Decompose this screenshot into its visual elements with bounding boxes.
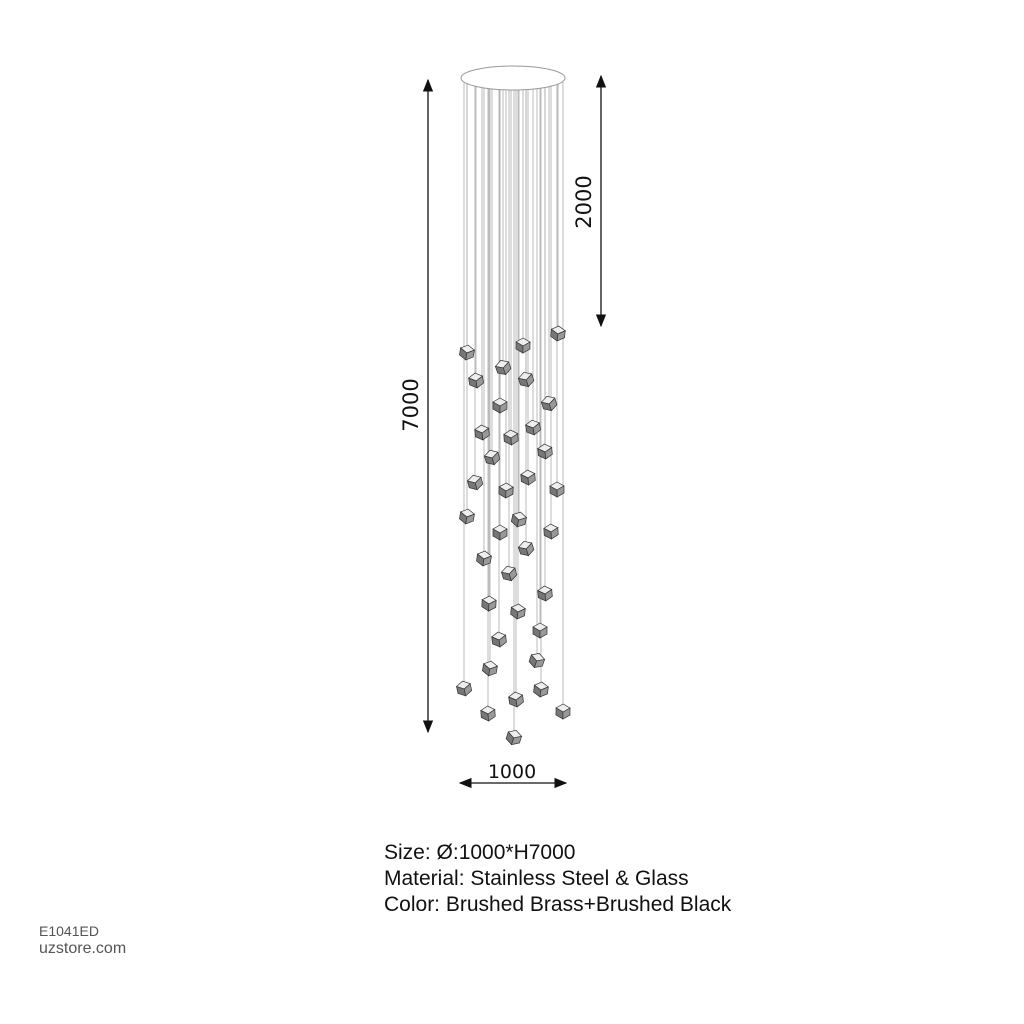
glass-cube bbox=[556, 704, 570, 719]
glass-cube bbox=[517, 539, 535, 558]
glass-cube bbox=[500, 564, 518, 582]
glass-cube bbox=[544, 524, 559, 540]
glass-cube bbox=[482, 596, 497, 612]
spec-material: Material: Stainless Steel & Glass bbox=[384, 867, 689, 890]
glass-cube bbox=[493, 525, 507, 540]
glass-cube bbox=[540, 394, 558, 412]
glass-cube bbox=[474, 424, 489, 440]
glass-cube bbox=[517, 370, 535, 389]
glass-cube bbox=[528, 651, 546, 670]
product-code: E1041ED bbox=[39, 923, 99, 939]
glass-cube bbox=[483, 448, 501, 466]
diameter-dimension-label: 1000 bbox=[487, 761, 537, 783]
glass-cube bbox=[456, 680, 473, 698]
glass-cube bbox=[525, 419, 541, 436]
glass-cube bbox=[482, 660, 498, 677]
glass-cube bbox=[505, 728, 523, 747]
glass-cube bbox=[510, 511, 527, 529]
glass-cubes bbox=[456, 325, 570, 746]
glass-cube bbox=[499, 483, 514, 498]
glass-cube bbox=[494, 358, 512, 377]
glass-cube bbox=[550, 482, 564, 497]
product-specs bbox=[384, 840, 731, 918]
ceiling-canopy bbox=[461, 66, 565, 90]
glass-cube bbox=[533, 623, 547, 638]
store-website: uzstore.com bbox=[39, 940, 127, 957]
glass-cube bbox=[459, 344, 475, 361]
spec-size: Size: Ø:1000*H7000 bbox=[384, 841, 576, 864]
glass-cube bbox=[508, 691, 524, 708]
brand-block bbox=[39, 922, 126, 958]
height-dimension-label: 7000 bbox=[399, 378, 423, 432]
spec-color: Color: Brushed Brass+Brushed Black bbox=[384, 893, 732, 916]
glass-cube bbox=[521, 470, 536, 486]
glass-cube bbox=[466, 473, 483, 491]
glass-cube bbox=[493, 398, 507, 413]
glass-cube bbox=[491, 631, 507, 648]
glass-cube bbox=[476, 550, 492, 567]
glass-cube bbox=[510, 603, 525, 619]
glass-cube bbox=[459, 508, 475, 525]
cable-dimension-label: 2000 bbox=[572, 175, 596, 229]
glass-cube bbox=[533, 681, 549, 698]
glass-cube bbox=[481, 706, 496, 722]
